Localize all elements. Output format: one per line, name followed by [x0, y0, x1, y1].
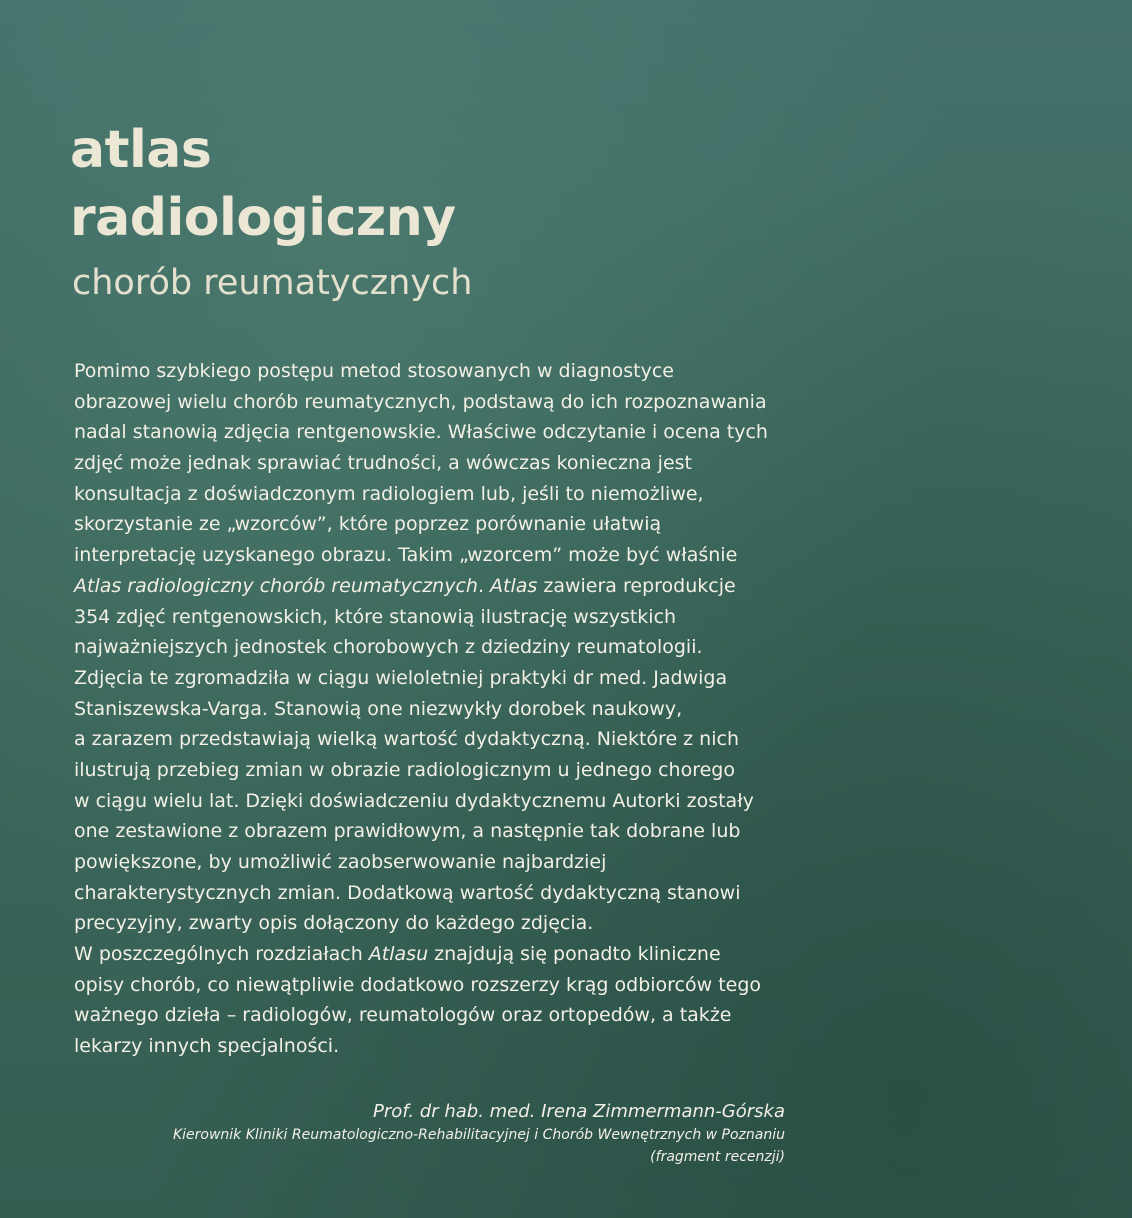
description-text [74, 356, 814, 1062]
text-line: Staniszewska-Varga. Stanowią one niezwykły dorobek naukowy, [74, 697, 683, 720]
atlasu-italic: Atlasu [368, 943, 429, 966]
text-line: skorzystanie ze „wzorców”, które poprzez porównanie ułatwią [74, 513, 662, 536]
text-line: powiększone, by umożliwić zaobserwowanie najbardziej [74, 851, 607, 873]
text-line: najważniejszych jednostek chorobowych z dziedziny reumatologii. [74, 636, 703, 659]
text-line: nadal stanowią zdjęcia rentgenowskie. Właściwe odczytanie i ocena tych [74, 421, 768, 444]
text-line: Pomimo szybkiego postępu metod stosowanych w diagnostyce [74, 360, 674, 382]
text-line: 354 zdjęć rentgenowskich, które stanowią ilustrację wszystkich [74, 605, 677, 628]
text-line: zdjęć może jednak sprawiać trudności, a wówczas konieczna jest [74, 452, 692, 475]
text-line: interpretację uzyskanego obrazu. Takim „wzorcem” może być właśnie [74, 544, 738, 567]
reviewer-signature [173, 1100, 785, 1168]
atlas-italic: Atlas [490, 574, 538, 597]
text-line: konsultacja z doświadczonym radiologiem lub, jeśli to niemożliwe, [74, 482, 704, 505]
text-line: obrazowej wielu chorób reumatycznych, podstawą do ich rozpoznawania [74, 390, 767, 413]
text-line: a zarazem przedstawiają wielką wartość dydaktyczną. Niektóre z nich [74, 728, 739, 751]
title-line-1: atlas [70, 120, 212, 180]
text-line: Zdjęcia te zgromadziła w ciągu wieloletniej praktyki dr med. Jadwiga [74, 666, 728, 689]
book-title-italic: Atlas radiologiczny chorób reumatycznych [74, 574, 478, 597]
text-line: Atlas radiologiczny chorób reumatycznych. Atlas zawiera reprodukcje [74, 574, 736, 597]
text-line: opisy chorób, co niewątpliwie dodatkowo rozszerzy krąg odbiorców tego [74, 973, 762, 996]
text-line: lekarzy innych specjalności. [74, 1035, 340, 1058]
text-line: W poszczególnych rozdziałach Atlasu znajdują się ponadto kliniczne [74, 943, 721, 966]
text-line: charakterystycznych zmian. Dodatkową wartość dydaktyczną stanowi [74, 881, 741, 904]
review-note: (fragment recenzji) [650, 1149, 785, 1165]
title-line-2: radiologiczny [70, 188, 456, 248]
text-line: w ciągu wielu lat. Dzięki doświadczeniu dydaktycznemu Autorki zostały [74, 789, 754, 812]
subtitle: chorób reumatycznych [72, 263, 473, 303]
text-line: ważnego dzieła – radiologów, reumatologów oraz ortopedów, a także [74, 1004, 732, 1027]
reviewer-role: Kierownik Kliniki Reumatologiczno-Rehabilitacyjnej i Chorób Wewnętrznych w Poznaniu [172, 1127, 785, 1143]
text-line: ilustrują przebieg zmian w obrazie radiologicznym u jednego chorego [74, 758, 735, 781]
reviewer-name: Prof. dr hab. med. Irena Zimmermann-Górska [373, 1101, 785, 1122]
text-line: precyzyjny, zwarty opis dołączony do każdego zdjęcia. [74, 912, 594, 935]
text-line: one zestawione z obrazem prawidłowym, a następnie tak dobrane lub [74, 820, 741, 843]
